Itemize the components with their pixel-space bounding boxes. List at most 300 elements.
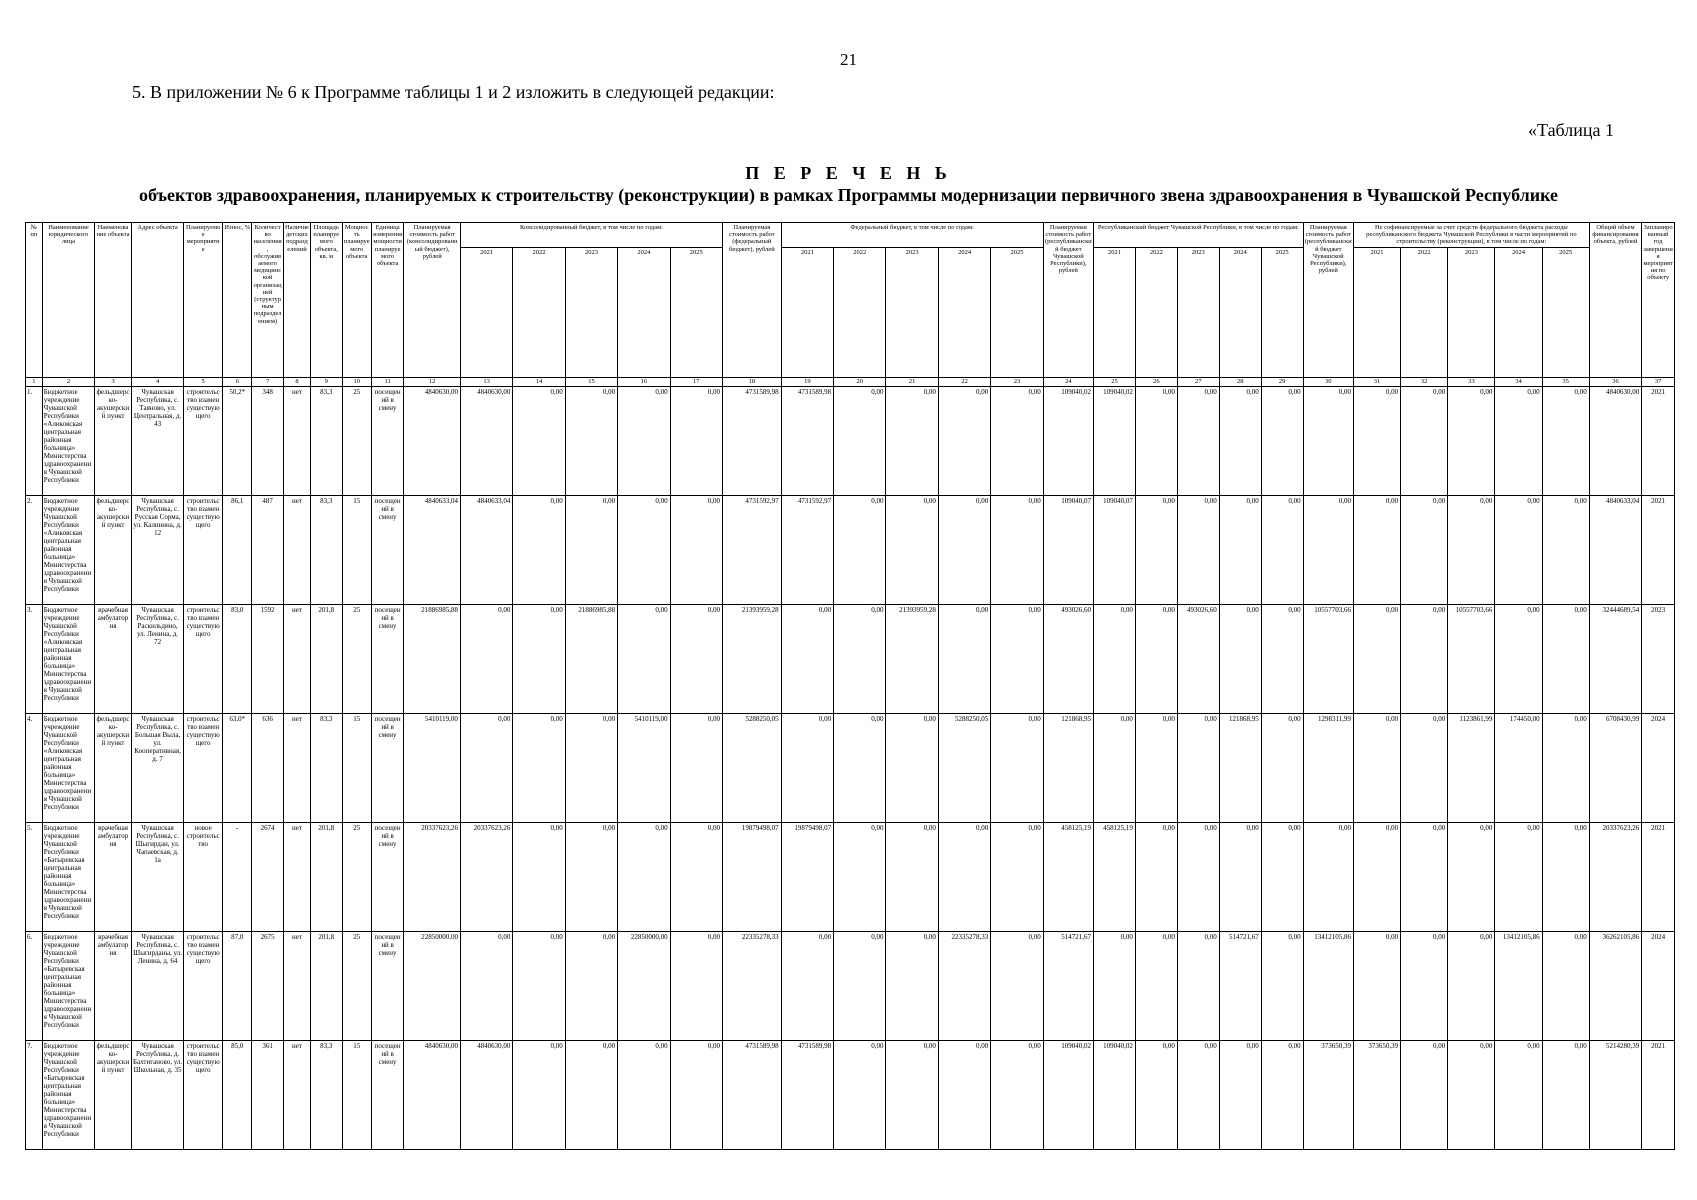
year-header: 2022 (834, 247, 886, 377)
table-cell: 1. (26, 386, 43, 495)
table-cell: 0,00 (565, 386, 617, 495)
table-cell: 121868,95 (1043, 713, 1093, 822)
col-federal-cost-header: Планируемая стоимость работ (федеральный бюджет), рублей (722, 223, 781, 378)
table-cell: посещений в смену (371, 495, 403, 604)
table-cell: Чувашская Республика, с. Большая Выла, ул. Кооперативная, д. 7 (131, 713, 183, 822)
table-cell: 2024 (1642, 713, 1675, 822)
table-cell: 373650,39 (1353, 1040, 1400, 1149)
table-cell: 0,00 (1401, 386, 1448, 495)
table-cell: 2024 (1642, 931, 1675, 1040)
table-cell: 0,00 (834, 1040, 886, 1149)
table-cell: 0,00 (1542, 822, 1589, 931)
table-cell: 493026,60 (1043, 604, 1093, 713)
table-cell: 19879498,07 (781, 822, 833, 931)
table-cell: 13412105,86 (1495, 931, 1542, 1040)
table-cell: 373650,39 (1303, 1040, 1353, 1149)
consolidated-budget-header: Консолидированный бюджет, в том числе по годам: (460, 223, 722, 248)
table-cell: посещений в смену (371, 1040, 403, 1149)
table-cell: 0,00 (1094, 604, 1136, 713)
intro-paragraph: 5. В приложении № 6 к Программе таблицы 1 и 2 изложить в следующей редакции: (132, 82, 775, 102)
page-number: 21 (840, 50, 857, 69)
table-cell: 0,00 (670, 1040, 722, 1149)
table-row (26, 495, 1675, 604)
table-cell: 0,00 (1353, 604, 1400, 713)
table-cell: 0,00 (938, 1040, 990, 1149)
table-cell: 6708430,99 (1589, 713, 1641, 822)
table-row (26, 604, 1675, 713)
table-cell: 0,00 (938, 386, 990, 495)
table-cell: 0,00 (1261, 386, 1303, 495)
col-republic-cost-header: Планируемая стоимость работ (республиканский бюджет Чувашской Республики), рублей (1043, 223, 1093, 378)
table-cell: 2021 (1642, 495, 1675, 604)
col-area-header: Площадь планируемого объекта, кв. м (311, 223, 342, 378)
table-cell: 514721,67 (1219, 931, 1261, 1040)
table-cell: 0,00 (1401, 713, 1448, 822)
table-cell: 0,00 (1261, 1040, 1303, 1149)
table-cell: 25 (342, 604, 371, 713)
table-cell: 5288250,05 (938, 713, 990, 822)
table-cell: 0,00 (565, 1040, 617, 1149)
table-cell: посещений в смену (371, 931, 403, 1040)
column-number: 22 (938, 377, 990, 386)
table-cell: 109040,07 (1043, 495, 1093, 604)
document-title: П Е Р Е Ч Е Н Ь (745, 163, 952, 183)
table-cell: строительство взамен существующего (184, 713, 223, 822)
table-cell: нет (283, 604, 310, 713)
col-population-header: Количество населения, обслуживаемого медицинской организацией (структурным подразделением) (252, 223, 283, 378)
table-cell: 0,00 (1135, 713, 1177, 822)
table-cell: 0,00 (1177, 495, 1219, 604)
table-cell: 0,00 (1135, 822, 1177, 931)
table-cell: посещений в смену (371, 386, 403, 495)
table-cell: 0,00 (1219, 1040, 1261, 1149)
table-cell: 0,00 (991, 495, 1043, 604)
table-cell: 0,00 (1261, 931, 1303, 1040)
table-cell: 2021 (1642, 822, 1675, 931)
table-cell: 0,00 (513, 822, 565, 931)
table-cell: 0,00 (565, 931, 617, 1040)
table-cell: 4840633,04 (460, 495, 512, 604)
table-cell: 0,00 (886, 822, 938, 931)
table-cell: строительство взамен существующего (184, 931, 223, 1040)
column-number: 31 (1353, 377, 1400, 386)
table-cell: 0,00 (1448, 931, 1495, 1040)
table-cell: Чувашская Республика, с. Шыгирданы, ул. Ленина, д. 64 (131, 931, 183, 1040)
document-subtitle: объектов здравоохранения, планируемых к строительству (реконструкции) в рамках Программы модернизации первичного звена здравоохранения в Чувашской Республике (138, 185, 1558, 205)
table-cell: 0,00 (460, 604, 512, 713)
table-cell: 0,00 (1353, 495, 1400, 604)
table-cell: 4. (26, 713, 43, 822)
table-cell: 0,00 (1219, 386, 1261, 495)
table-cell: 0,00 (1448, 386, 1495, 495)
column-number: 37 (1642, 377, 1675, 386)
table-cell: 109040,02 (1094, 386, 1136, 495)
year-header: 2025 (670, 247, 722, 377)
table-cell: 21393959,28 (722, 604, 781, 713)
table-cell: 0,00 (1495, 386, 1542, 495)
table-cell: 0,00 (886, 495, 938, 604)
table-cell: 0,00 (1542, 386, 1589, 495)
column-number: 19 (781, 377, 833, 386)
table-cell: 0,00 (670, 495, 722, 604)
table-cell: 0,00 (1177, 822, 1219, 931)
table-cell: 487 (252, 495, 283, 604)
table-cell: новое строительство (184, 822, 223, 931)
year-header: 2024 (938, 247, 990, 377)
table-cell: Чувашская Республика, с. Таяново, ул. Центральная, д. 43 (131, 386, 183, 495)
table-cell: 0,00 (938, 822, 990, 931)
column-number: 18 (722, 377, 781, 386)
column-number: 27 (1177, 377, 1219, 386)
table-cell: 0,00 (618, 495, 670, 604)
col-address-header: Адрес объекта (131, 223, 183, 378)
year-header: 2024 (1495, 247, 1542, 377)
table-cell: 0,00 (1448, 495, 1495, 604)
column-number: 24 (1043, 377, 1093, 386)
column-number: 10 (342, 377, 371, 386)
table-cell: 1123861,99 (1448, 713, 1495, 822)
table-cell: 22335278,33 (722, 931, 781, 1040)
col-wear-header: Износ, % (223, 223, 252, 378)
year-header: 2023 (886, 247, 938, 377)
column-number: 2 (42, 377, 94, 386)
col-children-header: Наличие детских подразделений (283, 223, 310, 378)
table-cell: 0,00 (1261, 495, 1303, 604)
table-cell: Чувашская Республика, с. Русская Сорма, ул. Калинина, д. 12 (131, 495, 183, 604)
table-cell: Бюджетное учреждение Чувашской Республики «Батыревская центральная районная больница» Министерства здравоохранения Чувашской Республики (42, 822, 94, 931)
table-cell: фельдшерско-акушерский пункт (95, 495, 132, 604)
table-cell: 0,00 (1094, 713, 1136, 822)
table-cell: 0,00 (1177, 713, 1219, 822)
table-cell: 0,00 (1542, 1040, 1589, 1149)
table-cell: 0,00 (1542, 931, 1589, 1040)
column-number: 15 (565, 377, 617, 386)
col-year-header: Запланированный год завершения мероприятия по объекту (1642, 223, 1675, 378)
table-cell: 201,8 (311, 822, 342, 931)
table-cell: 0,00 (834, 604, 886, 713)
table-cell: 4731592,97 (781, 495, 833, 604)
table-cell: нет (283, 1040, 310, 1149)
table-cell: Бюджетное учреждение Чувашской Республики «Аликовская центральная районная больница» Министерства здравоохранения Чувашской Республики (42, 713, 94, 822)
table-row (26, 386, 1675, 495)
table-cell: 0,00 (834, 822, 886, 931)
table-cell: 19879498,07 (722, 822, 781, 931)
table-cell: нет (283, 713, 310, 822)
table-cell: 0,00 (1401, 604, 1448, 713)
column-number: 30 (1303, 377, 1353, 386)
table-cell: Бюджетное учреждение Чувашской Республики «Аликовская центральная районная больница» Министерства здравоохранения Чувашской Республики (42, 604, 94, 713)
table-cell: 0,00 (1135, 495, 1177, 604)
table-cell: 0,00 (1495, 604, 1542, 713)
table-cell: 4840633,04 (1589, 495, 1641, 604)
table-cell: 4731589,98 (722, 386, 781, 495)
table-cell: 10557703,66 (1448, 604, 1495, 713)
table-cell: 0,00 (781, 604, 833, 713)
table-cell: 0,00 (1353, 386, 1400, 495)
table-cell: 0,00 (1135, 1040, 1177, 1149)
table-cell: 83,3 (311, 1040, 342, 1149)
table-cell: 0,00 (1094, 931, 1136, 1040)
table-cell: 0,00 (1261, 822, 1303, 931)
table-cell: 3. (26, 604, 43, 713)
year-header: 2025 (1261, 247, 1303, 377)
table-cell: 0,00 (1219, 822, 1261, 931)
table-cell: 0,00 (670, 931, 722, 1040)
column-number: 26 (1135, 377, 1177, 386)
year-header: 2021 (1353, 247, 1400, 377)
table-cell: 0,00 (991, 822, 1043, 931)
table-cell: 0,00 (1401, 931, 1448, 1040)
table-cell: 109040,02 (1043, 1040, 1093, 1149)
table-cell: 87,0 (223, 931, 252, 1040)
column-number: 5 (184, 377, 223, 386)
table-cell: 636 (252, 713, 283, 822)
table-cell: 0,00 (991, 604, 1043, 713)
column-number: 9 (311, 377, 342, 386)
table-cell: фельдшерско-акушерский пункт (95, 1040, 132, 1149)
cofinancing-header: Не софинансируемые за счет средств федерального бюджета расходы республиканского бюджета Чувашской Республики в части мероприятий по строительству (реконструкции), в том числе по годам: (1353, 223, 1589, 248)
table-cell: нет (283, 386, 310, 495)
table-cell: 109040,07 (1094, 495, 1136, 604)
year-header: 2022 (513, 247, 565, 377)
column-number: 32 (1401, 377, 1448, 386)
table-cell: 25 (342, 931, 371, 1040)
column-number: 11 (371, 377, 403, 386)
table-cell: 4840630,00 (1589, 386, 1641, 495)
table-cell: 6. (26, 931, 43, 1040)
table-cell: 0,00 (991, 386, 1043, 495)
table-cell: 10557703,66 (1303, 604, 1353, 713)
year-header: 2021 (1094, 247, 1136, 377)
table-cell: строительство взамен существующего (184, 1040, 223, 1149)
table-cell: 36262105,86 (1589, 931, 1641, 1040)
column-number: 34 (1495, 377, 1542, 386)
col-no-header: № пп (26, 223, 43, 378)
table-cell: 0,00 (565, 713, 617, 822)
table-cell: 0,00 (618, 604, 670, 713)
table-cell: 5214280,39 (1589, 1040, 1641, 1149)
table-cell: 0,00 (1542, 604, 1589, 713)
table-cell: 0,00 (938, 495, 990, 604)
table-cell: 0,00 (1135, 386, 1177, 495)
table-cell: 5410119,00 (404, 713, 461, 822)
table-cell: 0,00 (834, 495, 886, 604)
column-number: 4 (131, 377, 183, 386)
table-cell: 83,0 (223, 604, 252, 713)
column-number: 23 (991, 377, 1043, 386)
table-cell: 0,00 (1303, 495, 1353, 604)
table-cell: 0,00 (618, 386, 670, 495)
table-cell: 201,8 (311, 931, 342, 1040)
table-cell: - (223, 822, 252, 931)
table-cell: 0,00 (513, 604, 565, 713)
table-cell: 22850000,00 (618, 931, 670, 1040)
table-cell: 0,00 (1135, 604, 1177, 713)
table-cell: 2021 (1642, 386, 1675, 495)
table-cell: Чувашская Республика, с. Раскильдино, ул. Ленина, д. 72 (131, 604, 183, 713)
table-cell: 514721,67 (1043, 931, 1093, 1040)
col-unit-header: Единица измерения мощности планируемого объекта (371, 223, 403, 378)
table-cell: 2023 (1642, 604, 1675, 713)
col-legal-entity-header: Наименование юридического лица (42, 223, 94, 378)
table-cell: 4840630,00 (460, 386, 512, 495)
column-number: 6 (223, 377, 252, 386)
year-header: 2024 (1219, 247, 1261, 377)
table-cell: 5. (26, 822, 43, 931)
table-cell: 0,00 (886, 1040, 938, 1149)
table-cell: 20337623,26 (460, 822, 512, 931)
column-number: 7 (252, 377, 283, 386)
table-cell: 0,00 (938, 604, 990, 713)
table-cell: 0,00 (834, 386, 886, 495)
table-cell: 5410119,00 (618, 713, 670, 822)
table-cell: 86,1 (223, 495, 252, 604)
table-cell: 0,00 (1177, 1040, 1219, 1149)
table-cell: 0,00 (513, 386, 565, 495)
column-number: 12 (404, 377, 461, 386)
table-cell: 63,0* (223, 713, 252, 822)
table-cell: врачебная амбулатория (95, 604, 132, 713)
column-number: 36 (1589, 377, 1641, 386)
table-cell: 0,00 (1303, 822, 1353, 931)
column-number: 20 (834, 377, 886, 386)
table-cell: 0,00 (991, 713, 1043, 822)
year-header: 2023 (1448, 247, 1495, 377)
table-cell: фельдшерско-акушерский пункт (95, 713, 132, 822)
table-cell: 0,00 (460, 713, 512, 822)
table-cell: 4840633,04 (404, 495, 461, 604)
table-cell: 20337623,26 (404, 822, 461, 931)
year-header: 2022 (1401, 247, 1448, 377)
table-cell: 25 (342, 386, 371, 495)
table-cell: 1592 (252, 604, 283, 713)
table-cell: посещений в смену (371, 713, 403, 822)
table-row (26, 713, 1675, 822)
table-cell: 2021 (1642, 1040, 1675, 1149)
table-cell: 85,0 (223, 1040, 252, 1149)
table-cell: Бюджетное учреждение Чувашской Республики «Аликовская центральная районная больница» Министерства здравоохранения Чувашской Республики (42, 386, 94, 495)
table-cell: 15 (342, 495, 371, 604)
table-cell: 0,00 (1401, 495, 1448, 604)
table-cell: 0,00 (670, 822, 722, 931)
table-cell: 4840630,00 (404, 386, 461, 495)
table-cell: 0,00 (460, 931, 512, 1040)
table-cell: 21886985,88 (565, 604, 617, 713)
table-cell: врачебная амбулатория (95, 931, 132, 1040)
table-cell: 0,00 (781, 931, 833, 1040)
table-cell: 0,00 (1448, 822, 1495, 931)
table-cell: 0,00 (565, 822, 617, 931)
table-cell: 0,00 (670, 713, 722, 822)
year-header: 2024 (618, 247, 670, 377)
table-cell: Бюджетное учреждение Чувашской Республики «Батыревская центральная районная больница» Министерства здравоохранения Чувашской Республики (42, 1040, 94, 1149)
table-cell: 0,00 (618, 1040, 670, 1149)
table-cell: 0,00 (834, 713, 886, 822)
table-cell: 0,00 (1401, 1040, 1448, 1149)
table-cell: 0,00 (886, 931, 938, 1040)
table-cell: 0,00 (1135, 931, 1177, 1040)
col-activity-header: Планируемое мероприятие (184, 223, 223, 378)
table-cell: 0,00 (1542, 495, 1589, 604)
table-cell: 0,00 (781, 713, 833, 822)
table-cell: 0,00 (1219, 495, 1261, 604)
table-cell: 4731589,98 (722, 1040, 781, 1149)
table-cell: 0,00 (513, 931, 565, 1040)
table-cell: 0,00 (1353, 931, 1400, 1040)
table-cell: 2674 (252, 822, 283, 931)
table-cell: нет (283, 495, 310, 604)
table-row (26, 822, 1675, 931)
table-cell: 1298311,99 (1303, 713, 1353, 822)
table-cell: 0,00 (1448, 1040, 1495, 1149)
table-cell: 4840630,00 (460, 1040, 512, 1149)
column-number: 25 (1094, 377, 1136, 386)
table-cell: 2. (26, 495, 43, 604)
column-number: 14 (513, 377, 565, 386)
table-cell: 348 (252, 386, 283, 495)
table-cell: 0,00 (991, 931, 1043, 1040)
col-republic-cost2-header: Планируемая стоимость работ (республиканский бюджет Чувашской Республики), рублей (1303, 223, 1353, 378)
column-number: 21 (886, 377, 938, 386)
table-cell: 0,00 (834, 931, 886, 1040)
table-cell: 0,00 (1542, 713, 1589, 822)
federal-budget-header: Федеральный бюджет, в том числе по годам: (781, 223, 1043, 248)
year-header: 2022 (1135, 247, 1177, 377)
table-cell: 0,00 (991, 1040, 1043, 1149)
column-number: 28 (1219, 377, 1261, 386)
table-cell: 0,00 (670, 604, 722, 713)
col-object-name-header: Наименование объекта (95, 223, 132, 378)
table-cell: 0,00 (513, 713, 565, 822)
column-number: 1 (26, 377, 43, 386)
table-cell: строительство взамен существующего (184, 386, 223, 495)
table-cell: 0,00 (1353, 822, 1400, 931)
year-header: 2023 (1177, 247, 1219, 377)
year-header: 2025 (1542, 247, 1589, 377)
table-cell: 0,00 (1353, 713, 1400, 822)
table-cell: фельдшерско-акушерский пункт (95, 386, 132, 495)
col-planned-cost-header: Планируемая стоимость работ (консолидированный бюджет), рублей (404, 223, 461, 378)
table-cell: 83,3 (311, 495, 342, 604)
table-cell: строительство взамен существующего (184, 604, 223, 713)
table-cell: посещений в смену (371, 604, 403, 713)
table-cell: 22850000,00 (404, 931, 461, 1040)
year-header: 2023 (565, 247, 617, 377)
table-cell: 50,2* (223, 386, 252, 495)
table-cell: врачебная амбулатория (95, 822, 132, 931)
table-cell: 0,00 (886, 386, 938, 495)
table-cell: 0,00 (618, 822, 670, 931)
column-number: 13 (460, 377, 512, 386)
table-cell: 0,00 (1303, 386, 1353, 495)
table-cell: 21886985,88 (404, 604, 461, 713)
table-cell: 15 (342, 713, 371, 822)
table-cell: 0,00 (513, 495, 565, 604)
table-cell: 0,00 (670, 386, 722, 495)
table-cell: нет (283, 931, 310, 1040)
year-header: 2021 (460, 247, 512, 377)
table-cell: 493026,60 (1177, 604, 1219, 713)
column-number: 16 (618, 377, 670, 386)
table-cell: 4840630,00 (404, 1040, 461, 1149)
col-total-header: Общий объем финансирования объекта, рублей (1589, 223, 1641, 378)
table-row (26, 1040, 1675, 1149)
table-cell: 109040,02 (1094, 1040, 1136, 1149)
table-cell: 174450,00 (1495, 713, 1542, 822)
table-cell: 20337623,26 (1589, 822, 1641, 931)
table-cell: 13412105,86 (1303, 931, 1353, 1040)
table-cell: 25 (342, 822, 371, 931)
